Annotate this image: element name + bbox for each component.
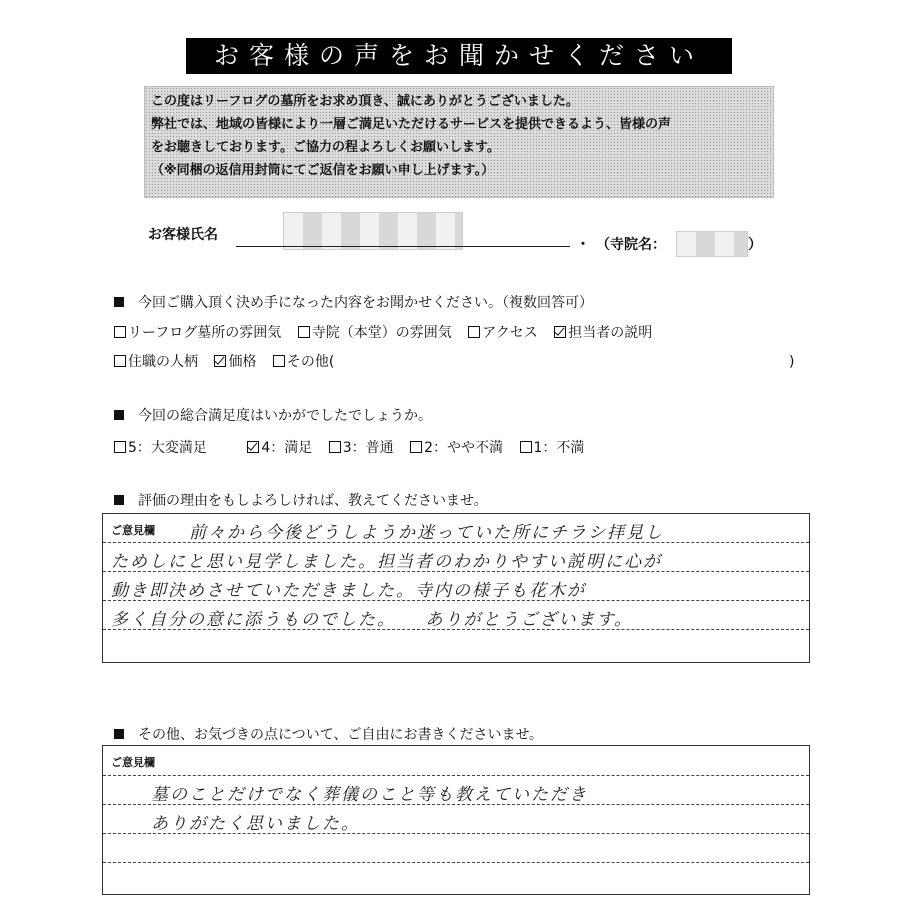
q3-heading-text: 評価の理由をもしよろしければ、教えてくださいませ。 (138, 493, 488, 509)
survey-title: お客様の声をお聞かせください (186, 38, 732, 74)
square-bullet-icon (114, 729, 124, 739)
square-bullet-icon (114, 410, 124, 420)
radio-icon[interactable] (329, 441, 341, 453)
radio-icon[interactable] (520, 441, 532, 453)
q1-option[interactable]: 寺院（本堂）の雰囲気 (298, 325, 452, 341)
temple-close: ） (748, 237, 762, 253)
handwritten-line: ためしにと思い見学しました。担当者のわかりやすい説明に心が (111, 552, 662, 572)
checked-checkbox-icon[interactable] (247, 441, 259, 453)
checked-checkbox-icon[interactable] (214, 355, 226, 367)
q3-heading (114, 490, 488, 510)
handwritten-line: 墓のことだけでなく葬儀のこと等も教えていただき (151, 785, 588, 805)
q3-comment-box[interactable] (102, 513, 810, 663)
intro-line: この度はリーフログの墓所をお求め頂き、誠にありがとうございました。 (151, 94, 579, 109)
checkbox-icon[interactable] (468, 326, 480, 338)
q2-option[interactable]: 5：大変満足 (114, 440, 207, 456)
handwritten-line: 動き即決めさせていただきました。寺内の様子も花木が (111, 581, 586, 601)
intro-line: 弊社では、地域の皆様により一層ご満足いただけるサービスを提供できるよう、皆様の声 (151, 117, 672, 132)
square-bullet-icon (114, 495, 124, 505)
q4-comment-box[interactable] (102, 745, 810, 895)
customer-name-label: お客様氏名 (148, 227, 218, 243)
handwritten-line: ありがたく思いました。 (151, 814, 360, 834)
checkbox-icon[interactable] (298, 326, 310, 338)
redacted-temple-name (676, 231, 748, 257)
q1-option[interactable]: 担当者の説明 (554, 325, 652, 341)
redacted-customer-name (283, 212, 463, 250)
square-bullet-icon (114, 297, 124, 307)
q1-option[interactable]: その他( (273, 354, 334, 370)
checkbox-icon[interactable] (114, 355, 126, 367)
q1-option[interactable]: リーフログ墓所の雰囲気 (114, 325, 281, 341)
radio-icon[interactable] (114, 441, 126, 453)
q2-options-row (114, 437, 596, 457)
q1-option[interactable]: 価格 (214, 354, 256, 370)
handwritten-line: 多く自分の意に添うものでした。 ありがとうございます。 (111, 610, 634, 630)
q1-option[interactable]: アクセス (468, 325, 538, 341)
separator-dot: ・ (576, 237, 590, 253)
intro-line: をお聴きしております。ご協力の程よろしくお願いします。 (151, 140, 500, 155)
q1-heading-text: 今回ご購入頂く決め手になった内容をお聞かせください。（複数回答可） (138, 295, 593, 311)
q4-heading-text: その他、お気づきの点について、ご自由にお書きくださいませ。 (138, 727, 544, 743)
q1-option[interactable]: 住職の人柄 (114, 354, 198, 370)
q2-option[interactable]: 3：普通 (329, 440, 394, 456)
q2-heading (114, 405, 432, 425)
q2-option[interactable]: 2：やや不満 (410, 440, 503, 456)
q1-options-row2 (114, 351, 346, 371)
intro-line: （※同梱の返信用封筒にてご返信をお願い申し上げます。） (151, 163, 495, 178)
q1-other-close: ) (789, 354, 795, 370)
handwritten-line: 前々から今後どうしようか迷っていた所にチラシ拝見し (189, 523, 664, 543)
q2-option[interactable]: 4：満足 (247, 440, 312, 456)
q4-heading (114, 724, 543, 744)
checked-checkbox-icon[interactable] (554, 326, 566, 338)
comment-box-label: ご意見欄 (111, 756, 155, 769)
customer-name-line (236, 246, 570, 247)
q2-heading-text: 今回の総合満足度はいかがでしたでしょうか。 (138, 408, 432, 424)
temple-label: （寺院名： (596, 237, 666, 253)
checkbox-icon[interactable] (273, 355, 285, 367)
checkbox-icon[interactable] (114, 326, 126, 338)
q1-heading (114, 292, 593, 312)
comment-box-label: ご意見欄 (111, 524, 155, 537)
q2-option[interactable]: 1：不満 (520, 440, 585, 456)
intro-text-box (144, 86, 774, 198)
q1-options-row1 (114, 322, 664, 342)
radio-icon[interactable] (410, 441, 422, 453)
